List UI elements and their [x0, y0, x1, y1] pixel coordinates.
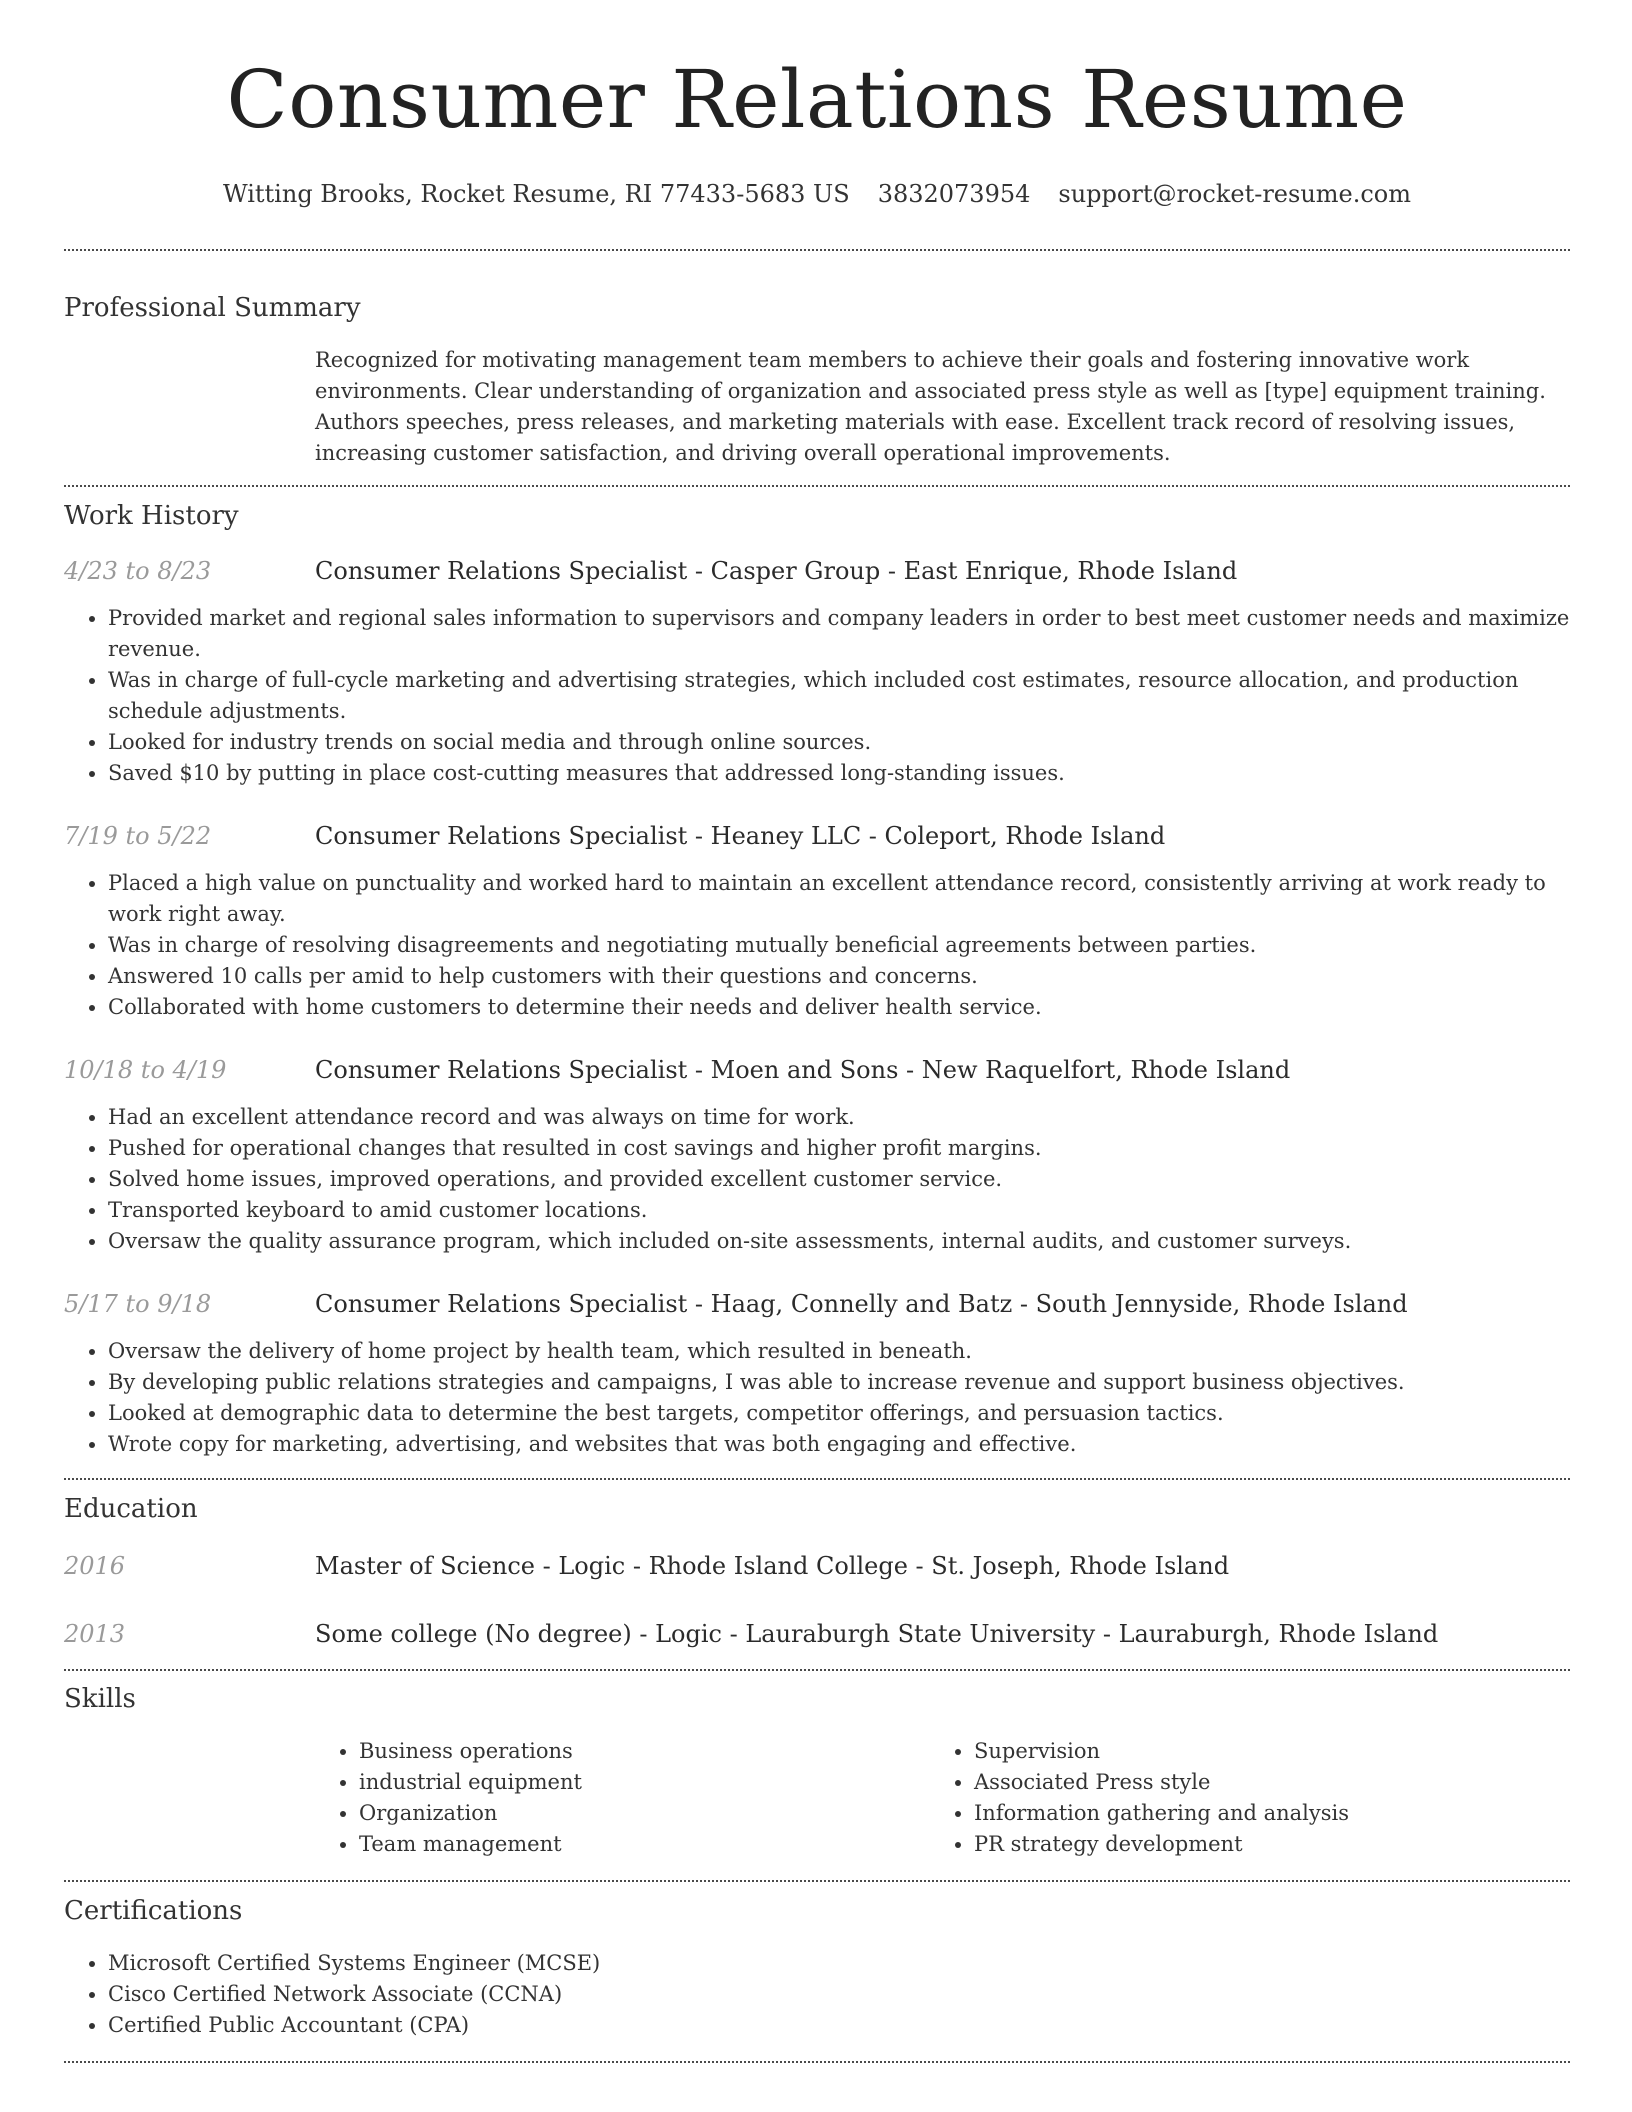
divider [64, 1669, 1570, 1671]
education-entry [64, 1618, 1570, 1650]
divider [64, 249, 1570, 251]
job-dates: 5/17 to 9/18 [64, 1290, 212, 1318]
job-entry [64, 1054, 1570, 1257]
list-item: • Placed a high value on punctuality and worked hard to maintain an excellent attendance record, consistently arriving at work ready to work right away. [108, 868, 1570, 930]
education-year: 2013 [64, 1620, 126, 1648]
list-item: • By developing public relations strategies and campaigns, I was able to increase revenue and support business objectives. [108, 1367, 1570, 1398]
list-item: • Transported keyboard to amid customer locations. [108, 1195, 1570, 1226]
divider [64, 1880, 1570, 1882]
certifications-heading: Certifications [64, 1896, 243, 1926]
list-item: • Organization [359, 1798, 974, 1829]
work-history-heading: Work History [64, 501, 239, 531]
job-dates: 10/18 to 4/19 [64, 1056, 227, 1084]
list-item: • Associated Press style [974, 1767, 1570, 1798]
list-item: • industrial equipment [359, 1767, 974, 1798]
summary-text: Recognized for motivating management team members to achieve their goals and fostering innovative work environments. Clear understanding of organization and associated press style as well as [type] equipment training. Authors speeches, press releases, and marketing materials with ease. Excellent track record of resolving issues, increasing customer satisfaction, and driving overall operational improvements. [315, 348, 1546, 465]
education-entry [64, 1550, 1570, 1582]
list-item: • Certified Public Accountant (CPA) [108, 2010, 1570, 2041]
list-item: • Saved $10 by putting in place cost-cutting measures that addressed long-standing issues. [108, 758, 1570, 789]
list-item: • Wrote copy for marketing, advertising, and websites that was both engaging and effective. [108, 1429, 1570, 1460]
job-bullets [64, 868, 1570, 1023]
job-bullets [64, 1102, 1570, 1257]
resume-page [64, 0, 1570, 2063]
list-item: • Business operations [359, 1736, 974, 1767]
education-title: Master of Science - Logic - Rhode Island College - St. Joseph, Rhode Island [315, 1552, 1230, 1580]
summary-heading: Professional Summary [64, 293, 361, 323]
job-bullets [64, 1336, 1570, 1460]
list-item: • Collaborated with home customers to determine their needs and deliver health service. [108, 992, 1570, 1023]
education-heading: Education [64, 1494, 198, 1524]
list-item: • Solved home issues, improved operations, and provided excellent customer service. [108, 1164, 1570, 1195]
education-year: 2016 [64, 1552, 126, 1580]
list-item: • Information gathering and analysis [974, 1798, 1570, 1829]
job-entry [64, 1288, 1570, 1460]
job-dates: 4/23 to 8/23 [64, 557, 212, 585]
job-title: Consumer Relations Specialist - Heaney LLC - Coleport, Rhode Island [315, 822, 1166, 850]
list-item: • Looked at demographic data to determine the best targets, competitor offerings, and persuasion tactics. [108, 1398, 1570, 1429]
skills-list-right [974, 1736, 1570, 1860]
certifications-list [64, 1948, 1570, 2041]
list-item: • Looked for industry trends on social media and through online sources. [108, 727, 1570, 758]
job-entry [64, 555, 1570, 789]
education-title: Some college (No degree) - Logic - Lauraburgh State University - Lauraburgh, Rhode Island [315, 1620, 1439, 1648]
skills-list-left [315, 1736, 974, 1860]
contact-address: Witting Brooks, Rocket Resume, RI 77433-5683 US [222, 180, 850, 208]
job-dates: 7/19 to 5/22 [64, 822, 212, 850]
job-bullets [64, 603, 1570, 789]
list-item: • Oversaw the quality assurance program, which included on-site assessments, internal audits, and customer surveys. [108, 1226, 1570, 1257]
list-item: • Microsoft Certified Systems Engineer (MCSE) [108, 1948, 1570, 1979]
list-item: • Supervision [974, 1736, 1570, 1767]
list-item: • PR strategy development [974, 1829, 1570, 1860]
job-title: Consumer Relations Specialist - Haag, Connelly and Batz - South Jennyside, Rhode Island [315, 1290, 1408, 1318]
list-item: • Was in charge of full-cycle marketing and advertising strategies, which included cost estimates, resource allocation, and production schedule adjustments. [108, 665, 1570, 727]
contact-phone: 3832073954 [877, 180, 1031, 208]
list-item: • Oversaw the delivery of home project by health team, which resulted in beneath. [108, 1336, 1570, 1367]
resume-title: Consumer Relations Resume [226, 53, 1408, 146]
divider [64, 2061, 1570, 2063]
job-title: Consumer Relations Specialist - Casper Group - East Enrique, Rhode Island [315, 557, 1238, 585]
list-item: • Was in charge of resolving disagreements and negotiating mutually beneficial agreements between parties. [108, 930, 1570, 961]
list-item: • Answered 10 calls per amid to help customers with their questions and concerns. [108, 961, 1570, 992]
list-item: • Had an excellent attendance record and was always on time for work. [108, 1102, 1570, 1133]
contact-line [64, 178, 1570, 210]
list-item: • Pushed for operational changes that resulted in cost savings and higher profit margins. [108, 1133, 1570, 1164]
divider [64, 1478, 1570, 1480]
list-item: • Team management [359, 1829, 974, 1860]
skills-grid [315, 1736, 1570, 1860]
list-item: • Provided market and regional sales information to supervisors and company leaders in order to best meet customer needs and maximize revenue. [108, 603, 1570, 665]
skills-heading: Skills [64, 1684, 136, 1714]
list-item: • Cisco Certified Network Associate (CCNA) [108, 1979, 1570, 2010]
job-entry [64, 820, 1570, 1023]
divider [64, 485, 1570, 487]
contact-email: support@rocket-resume.com [1058, 180, 1412, 208]
job-title: Consumer Relations Specialist - Moen and Sons - New Raquelfort, Rhode Island [315, 1056, 1291, 1084]
